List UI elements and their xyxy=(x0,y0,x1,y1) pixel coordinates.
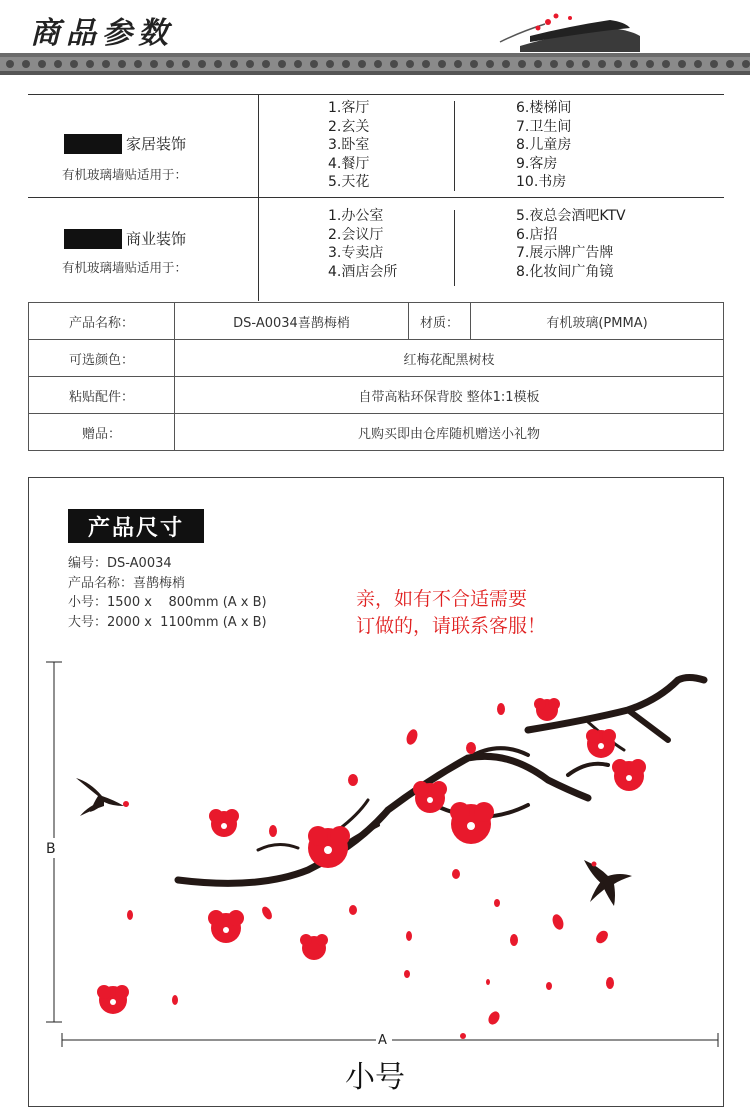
accessory-label: 粘贴配件： xyxy=(29,377,175,414)
column-divider xyxy=(258,198,259,301)
table-row xyxy=(29,340,724,377)
petals xyxy=(127,703,614,1039)
note-line: 亲，如有不合适需要 xyxy=(356,588,528,610)
usage-row-commercial xyxy=(28,198,724,301)
applies-to-label: 有机玻璃墙贴适用于： xyxy=(62,167,188,182)
list-item: 2.玄关 xyxy=(328,118,370,135)
category-label: 家居装饰 xyxy=(126,135,187,153)
applies-to-label: 有机玻璃墙贴适用于： xyxy=(62,260,188,275)
table-row xyxy=(29,303,724,340)
list-item: 3.卧室 xyxy=(328,137,370,153)
custom-order-note xyxy=(356,586,546,640)
size-info xyxy=(68,554,267,632)
header-banner xyxy=(0,0,750,80)
color-value: 红梅花配黑树枝 xyxy=(175,340,724,377)
list-item: 6.店招 xyxy=(516,226,558,243)
list-item: 10.书房 xyxy=(516,174,567,190)
room-list-right xyxy=(516,207,626,281)
axis-b-label: B xyxy=(46,841,56,857)
list-item: 9.客房 xyxy=(516,155,558,172)
table-row xyxy=(29,377,724,414)
list-item: 3.专卖店 xyxy=(328,245,384,261)
size-name-label: 小号 xyxy=(345,1060,405,1095)
list-item: 7.卫生间 xyxy=(516,118,572,135)
material-label: 材质： xyxy=(409,303,471,340)
note-line: 订做的，请联系客服！ xyxy=(356,615,547,637)
large-size: 大号：2000 x 1100mm (A x B) xyxy=(68,614,267,630)
spec-table xyxy=(28,302,724,451)
column-divider xyxy=(258,95,259,197)
category-title xyxy=(64,228,186,249)
list-item: 2.会议厅 xyxy=(328,226,384,243)
swallow-left xyxy=(76,778,129,816)
product-name-value: DS-A0034喜鹊梅梢 xyxy=(175,303,409,340)
size-title: 产品尺寸 xyxy=(68,509,204,543)
category-title xyxy=(64,133,186,154)
banner-title: 商品参数 xyxy=(30,16,174,51)
usage-row-home xyxy=(28,95,724,198)
axis-a-label: A xyxy=(378,1033,387,1048)
size-product-name: 产品名称：喜鹊梅梢 xyxy=(68,575,186,591)
swallow-right xyxy=(584,860,632,906)
gift-label: 赠品： xyxy=(29,414,175,451)
product-code: 编号：DS-A0034 xyxy=(68,556,172,571)
room-list-right xyxy=(516,99,571,192)
list-item: 7.展示牌广告牌 xyxy=(516,245,614,261)
product-illustration xyxy=(28,640,724,1060)
room-list-left xyxy=(328,99,369,192)
usage-section xyxy=(28,94,724,300)
list-item: 4.餐厅 xyxy=(328,155,370,172)
brand-logo-redacted xyxy=(64,229,122,249)
small-size: 小号：1500 x 800mm (A x B) xyxy=(68,595,267,610)
product-name-label: 产品名称： xyxy=(29,303,175,340)
list-item: 6.楼梯间 xyxy=(516,100,572,116)
list-item: 8.化妆间广角镜 xyxy=(516,263,614,280)
list-item: 4.酒店会所 xyxy=(328,263,398,280)
blossom-large xyxy=(97,698,646,1014)
brand-logo-redacted xyxy=(64,134,122,154)
gift-value: 凡购买即由仓库随机赠送小礼物 xyxy=(175,414,724,451)
column-divider xyxy=(454,101,455,191)
material-value: 有机玻璃(PMMA) xyxy=(471,303,724,340)
list-item: 1.办公室 xyxy=(328,208,384,224)
accessory-value: 自带高粘环保背胶 整体1:1模板 xyxy=(175,377,724,414)
list-item: 8.儿童房 xyxy=(516,137,572,153)
category-label: 商业装饰 xyxy=(126,230,187,248)
list-item: 5.夜总会酒吧KTV xyxy=(516,208,626,224)
column-divider xyxy=(454,210,455,286)
list-item: 1.客厅 xyxy=(328,100,370,116)
list-item: 5.天花 xyxy=(328,174,370,190)
room-list-left xyxy=(328,207,397,281)
table-row xyxy=(29,414,724,451)
pavilion-decoration xyxy=(490,6,650,56)
color-label: 可选颜色： xyxy=(29,340,175,377)
